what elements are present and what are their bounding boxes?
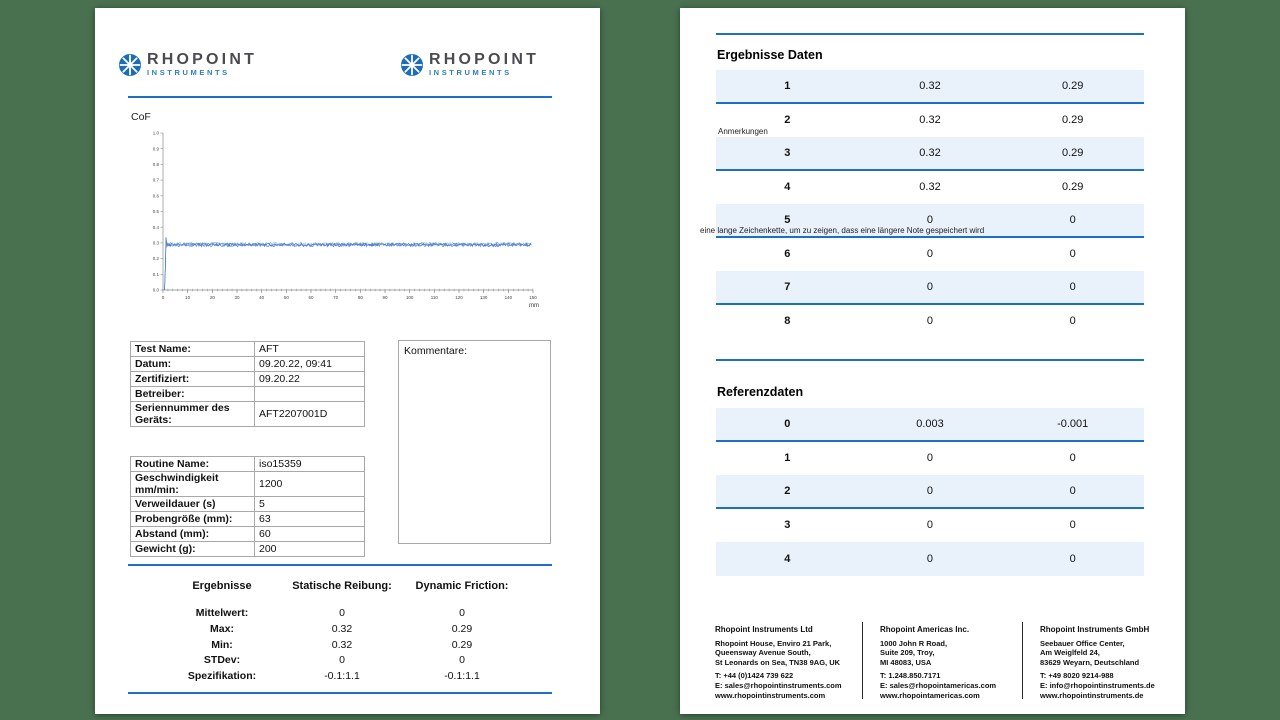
static-value: 0.32 — [919, 181, 941, 194]
info-label: Betreiber: — [131, 387, 255, 402]
dynamic-value: 0 — [1069, 484, 1076, 497]
info-label: Datum: — [131, 357, 255, 372]
dynamic-value: 0.29 — [1061, 181, 1084, 194]
row-number: 8 — [784, 315, 791, 328]
rhopoint-logo — [400, 52, 539, 77]
info-label: Test Name: — [131, 342, 255, 357]
address-line: 83629 Weyarn, Deutschland — [1040, 657, 1140, 667]
info-row — [131, 457, 365, 472]
svg-text:1.0: 1.0 — [152, 130, 159, 136]
info-value: iso15359 — [255, 457, 365, 472]
info-value: AFT — [255, 342, 365, 357]
address-line: Seebauer Office Center, — [1040, 638, 1125, 648]
dynamic-value: 0 — [1069, 280, 1076, 293]
footer-column — [715, 625, 842, 700]
address-line: Queensway Avenue South, — [715, 648, 811, 658]
contact-line: T: +49 8020 9214-988 — [1040, 671, 1114, 681]
rhopoint-logo-mark-icon — [400, 53, 424, 77]
contact-line: T: +44 (0)1424 739 622 — [715, 671, 794, 681]
row-number: 2 — [784, 114, 791, 127]
routine-info-table — [130, 456, 365, 557]
info-row — [131, 527, 365, 542]
results-header: Statische Reibung: — [292, 580, 392, 592]
static-value: 0 — [926, 519, 934, 532]
contact-line: E: sales@rhopointamericas.com — [880, 680, 997, 690]
info-row — [131, 372, 365, 387]
svg-text:0.2: 0.2 — [152, 256, 159, 262]
info-row — [131, 472, 365, 497]
info-row — [131, 542, 365, 557]
header-rule — [128, 96, 552, 98]
footer-column — [880, 625, 996, 700]
dynamic-value: 0 — [1069, 519, 1076, 532]
static-friction-value: 0 — [339, 654, 345, 667]
svg-text:150: 150 — [529, 295, 537, 300]
data-row — [716, 542, 1144, 576]
svg-text:0.3: 0.3 — [152, 240, 159, 246]
comments-label: Kommentare: — [404, 345, 468, 357]
contact-line: E: info@rhopointinstruments.de — [1040, 680, 1155, 690]
row-number: 6 — [784, 248, 791, 261]
svg-text:40: 40 — [259, 295, 265, 300]
row-number: 4 — [784, 181, 791, 194]
svg-text:10: 10 — [185, 295, 191, 300]
contact-line: E: sales@rhopointinstruments.com — [715, 680, 842, 690]
static-value: 0 — [926, 213, 934, 226]
static-value: 0.32 — [919, 146, 941, 159]
svg-text:90: 90 — [382, 295, 388, 300]
test-info-table — [130, 341, 365, 427]
address-line: Rhopoint House, Enviro 21 Park, — [715, 638, 832, 648]
dynamic-value: 0 — [1069, 452, 1076, 465]
dynamic-friction-value: 0 — [459, 654, 465, 667]
dynamic-value: 0.29 — [1061, 114, 1084, 127]
dynamic-value: 0.29 — [1061, 146, 1084, 159]
svg-text:0.4: 0.4 — [152, 224, 159, 230]
static-friction-value: 0.32 — [331, 638, 353, 651]
chart-y-axis-title: CoF — [131, 111, 151, 123]
row-note: Anmerkungen — [718, 127, 768, 136]
svg-text:110: 110 — [430, 295, 438, 300]
info-label: Zertifiziert: — [131, 372, 255, 387]
svg-text:50: 50 — [283, 295, 289, 300]
svg-text:0: 0 — [161, 295, 165, 300]
svg-text:130: 130 — [479, 295, 488, 300]
row-note: eine lange Zeichenkette, um zu zeigen, dass eine längere Note gespeichert wird — [700, 225, 985, 235]
results-bottom-rule — [128, 692, 552, 694]
contact-line: www.rhopointinstruments.com — [715, 690, 826, 700]
dynamic-value: -0.001 — [1057, 417, 1089, 430]
contact-line: T: 1.248.850.7171 — [880, 671, 941, 681]
contact-line: www.rhopointamericas.com — [880, 690, 980, 700]
data-row — [716, 509, 1144, 543]
company-name: Rhopoint Instruments GmbH — [1040, 625, 1150, 634]
info-label: Verweildauer (s) — [131, 497, 255, 512]
dynamic-friction-value: 0.29 — [451, 638, 473, 651]
results-header: Ergebnisse — [192, 580, 252, 592]
dynamic-value: 0 — [1069, 248, 1076, 261]
results-data-title: Ergebnisse Daten — [717, 48, 823, 62]
results-top-rule — [128, 564, 552, 566]
static-value: 0.003 — [916, 417, 944, 430]
row-number: 4 — [784, 552, 791, 565]
brand-text: RHOPOINT — [429, 51, 540, 68]
footer-divider — [1022, 622, 1023, 699]
row-number: 3 — [784, 519, 791, 532]
dynamic-friction-value: -0.1:1.1 — [444, 670, 480, 683]
dynamic-value: 0 — [1069, 213, 1076, 226]
info-row — [131, 512, 365, 527]
rhopoint-logo — [118, 52, 257, 77]
static-friction-value: 0 — [339, 607, 345, 619]
data-row — [716, 104, 1144, 138]
data-row — [700, 204, 1144, 238]
dynamic-friction-value: 0 — [459, 607, 465, 619]
static-value: 0 — [926, 452, 934, 465]
info-value: 1200 — [255, 472, 365, 497]
svg-text:0.6: 0.6 — [152, 193, 159, 199]
result-label: Spezifikation: — [187, 670, 257, 683]
brand-subtext: INSTRUMENTS — [147, 68, 230, 77]
result-label: Mittelwert: — [195, 607, 249, 619]
dynamic-friction-value: 0.29 — [451, 622, 473, 635]
comments-box — [398, 340, 551, 544]
contact-line: www.rhopointinstruments.de — [1040, 690, 1144, 700]
report-page-1 — [95, 8, 600, 714]
info-value: 63 — [255, 512, 365, 527]
address-line: St Leonards on Sea, TN38 9AG, UK — [715, 657, 841, 667]
info-row — [131, 357, 365, 372]
data-row — [716, 271, 1144, 305]
data-row — [716, 408, 1144, 442]
section-rule — [716, 359, 1144, 361]
info-label: Routine Name: — [131, 457, 255, 472]
info-value: 200 — [255, 542, 365, 557]
svg-text:0.7: 0.7 — [152, 177, 159, 183]
svg-text:80: 80 — [357, 295, 363, 300]
address-line: Suite 209, Troy, — [880, 648, 935, 658]
data-row — [716, 442, 1144, 476]
svg-text:140: 140 — [504, 295, 513, 300]
info-label: Gewicht (g): — [131, 542, 255, 557]
svg-text:0.0: 0.0 — [152, 287, 159, 293]
static-value: 0.32 — [919, 79, 941, 92]
svg-text:70: 70 — [333, 295, 339, 300]
data-row — [716, 137, 1144, 171]
brand-text: RHOPOINT — [147, 51, 258, 68]
results-header: Dynamic Friction: — [415, 580, 509, 592]
static-value: 0.32 — [919, 114, 941, 127]
dynamic-value: 0 — [1069, 315, 1076, 328]
info-value: 60 — [255, 527, 365, 542]
data-row — [716, 70, 1144, 104]
report-page-2 — [680, 8, 1185, 714]
reference-data-table — [716, 408, 1144, 576]
results-summary — [162, 580, 522, 685]
static-value: 0 — [926, 315, 934, 328]
result-label: Min: — [211, 638, 233, 651]
data-row — [716, 305, 1144, 339]
rhopoint-logo-mark-icon — [118, 53, 142, 77]
row-number: 1 — [784, 79, 791, 92]
static-value: 0 — [926, 484, 934, 497]
dynamic-value: 0.29 — [1061, 79, 1084, 92]
info-value — [255, 387, 365, 402]
info-row — [131, 342, 365, 357]
data-row — [716, 475, 1144, 509]
svg-text:100: 100 — [405, 295, 414, 300]
company-name: Rhopoint Americas Inc. — [880, 625, 970, 634]
info-label: Seriennummer des Geräts: — [131, 402, 255, 427]
static-friction-value: 0.32 — [331, 622, 353, 635]
footer-divider — [862, 622, 863, 699]
data-row — [716, 171, 1144, 205]
company-name: Rhopoint Instruments Ltd — [715, 625, 813, 634]
footer-column — [1040, 625, 1155, 700]
info-label: Probengröße (mm): — [131, 512, 255, 527]
result-label: STDev: — [203, 654, 241, 667]
svg-text:0.8: 0.8 — [152, 162, 159, 167]
dynamic-value: 0 — [1069, 552, 1076, 565]
row-number: 5 — [784, 213, 791, 226]
svg-text:120: 120 — [455, 295, 463, 300]
info-row — [131, 387, 365, 402]
row-number: 0 — [784, 417, 791, 430]
svg-text:60: 60 — [308, 295, 314, 300]
info-value: 5 — [255, 497, 365, 512]
svg-text:0.1: 0.1 — [152, 271, 159, 277]
svg-text:30: 30 — [234, 295, 240, 300]
brand-subtext: INSTRUMENTS — [429, 68, 512, 77]
info-label: Geschwindigkeit mm/min: — [131, 472, 255, 497]
info-value: 09.20.22 — [255, 372, 365, 387]
static-friction-value: -0.1:1.1 — [324, 670, 360, 683]
address-line: MI 48083, USA — [880, 657, 932, 667]
svg-text:mm: mm — [529, 303, 539, 309]
section-rule — [716, 33, 1144, 35]
info-label: Abstand (mm): — [131, 527, 255, 542]
info-row — [131, 497, 365, 512]
svg-text:20: 20 — [209, 295, 215, 300]
svg-text:0.5: 0.5 — [152, 209, 159, 215]
static-value: 0 — [926, 552, 934, 565]
row-number: 2 — [784, 484, 791, 497]
address-line: Am Weiglfeld 24, — [1040, 648, 1100, 658]
svg-text:0.9: 0.9 — [152, 146, 159, 152]
row-number: 3 — [784, 146, 791, 159]
info-value: 09.20.22, 09:41 — [255, 357, 365, 372]
reference-data-title: Referenzdaten — [717, 385, 804, 399]
info-value: AFT2207001D — [255, 402, 365, 427]
results-data-table — [700, 70, 1144, 338]
static-value: 0 — [926, 280, 934, 293]
data-row — [716, 238, 1144, 272]
info-row — [131, 402, 365, 427]
row-number: 7 — [784, 280, 791, 293]
static-value: 0 — [926, 248, 934, 261]
row-number: 1 — [784, 452, 791, 465]
cof-line-chart — [125, 120, 555, 320]
address-line: 1000 John R Road, — [880, 638, 948, 648]
result-label: Max: — [210, 622, 234, 635]
